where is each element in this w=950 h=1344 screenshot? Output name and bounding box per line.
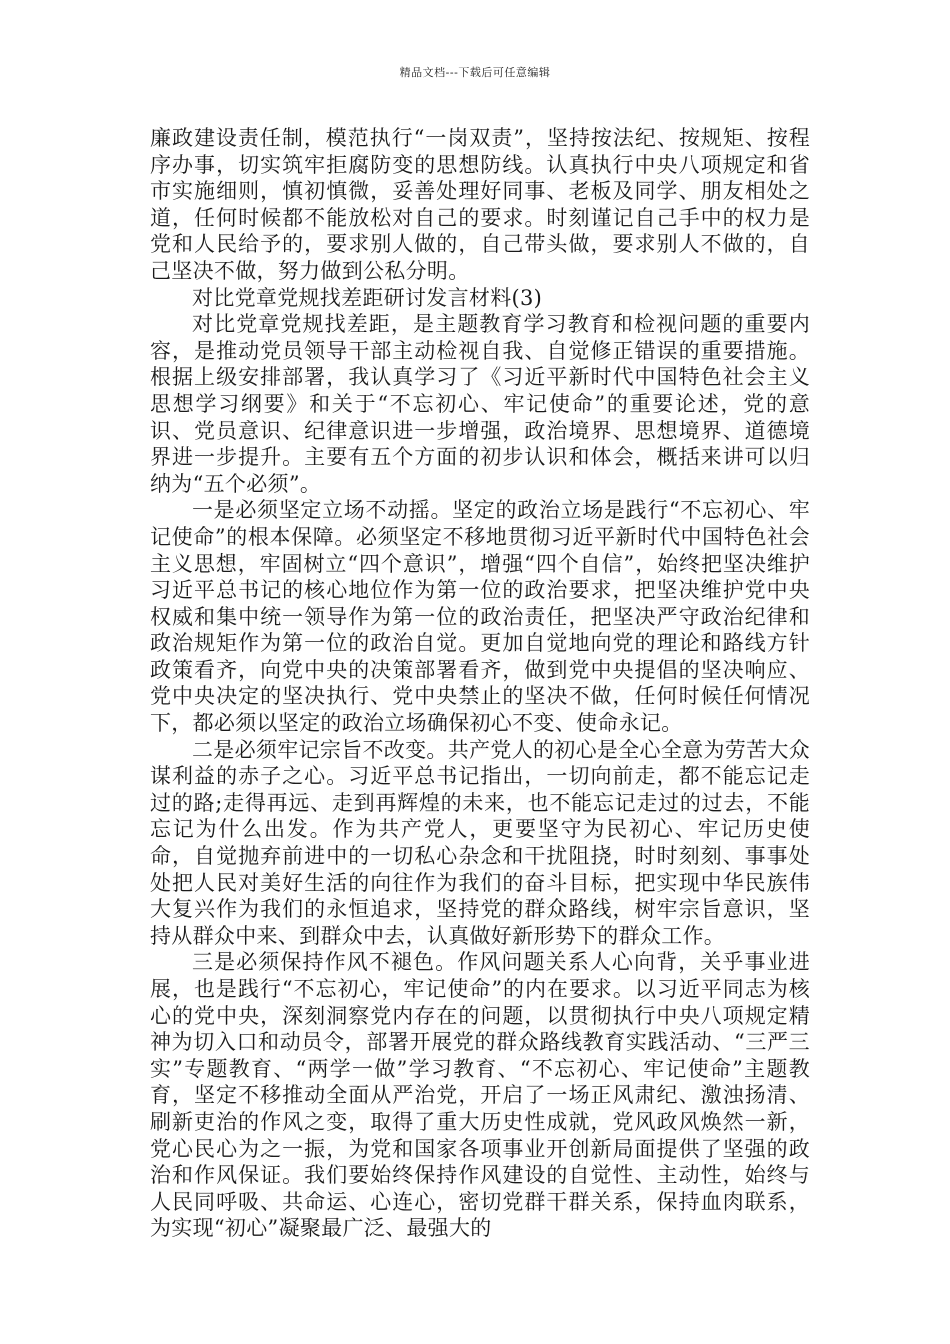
paragraph-intro: 对比党章党规找差距，是主题教育学习教育和检视问题的重要内容，是推动党员领导干部主动检视自我、自觉修正错误的重要措施。根据上级安排部署，我认真学习了《习近平新时代中国特色社会主义思想学习纲要》和关于“不忘初心、牢记使命”的重要论述，党的意识、党员意识、纪律意识进一步增强，政治境界、思想境界、道德境界进一步提升。主要有五个方面的初步认识和体会，概括来讲可以归纳为“五个必须”。 — [150, 312, 810, 496]
paragraph-continued: 廉政建设责任制，模范执行“一岗双责”，坚持按法纪、按规矩、按程序办事，切实筑牢拒腐防变的思想防线。认真执行中央八项规定和省市实施细则，慎初慎微，妥善处理好同事、老板及同学、朋友相处之道，任何时候都不能放松对自己的要求。时刻谨记自己手中的权力是党和人民给予的，要求别人做的，自己带头做，要求别人不做的，自己坚决不做，努力做到公私分明。 — [150, 126, 810, 283]
page-header: 精品文档---下载后可任意编辑 — [399, 66, 551, 79]
paragraph-point-1: 一是必须坚定立场不动摇。坚定的政治立场是践行“不忘初心、牢记使命”的根本保障。必须坚定不移地贯彻习近平新时代中国特色社会主义思想，牢固树立“四个意识”，增强“四个自信”，始终把坚决维护习近平总书记的核心地位作为第一位的政治要求，把坚决维护党中央权威和集中统一领导作为第一位的政治责任，把坚决严守政治纪律和政治规矩作为第一位的政治自觉。更加自觉地向党的理论和路线方针政策看齐，向党中央的决策部署看齐，做到党中央提倡的坚决响应、党中央决定的坚决执行、党中央禁止的坚决不做，任何时候任何情况下，都必须以坚定的政治立场确保初心不变、使命永记。 — [150, 498, 810, 736]
paragraph-point-3: 三是必须保持作风不褪色。作风问题关系人心向背，关乎事业进展，也是践行“不忘初心，牢记使命”的内在要求。以习近平同志为核心的党中央，深刻洞察党内存在的问题，以贯彻执行中央八项规定精神为切入口和动员令，部署开展党的群众路线教育实践活动、“三严三实”专题教育、“两学一做”学习教育、“不忘初心、牢记使命”主题教育，坚定不移推动全面从严治党，开启了一场正风肃纪、激浊扬清、刷新吏治的作风之变，取得了重大历史性成就，党风政风焕然一新，党心民心为之一振，为党和国家各项事业开创新局面提供了坚强的政治和作风保证。我们要始终保持作风建设的自觉性、主动性，始终与人民同呼吸、共命运、心连心，密切党群干群关系，保持血肉联系，为实现“初心”凝聚最广泛、最强大的 — [150, 950, 810, 1241]
document-body — [150, 125, 810, 1242]
paragraph-point-2: 二是必须牢记宗旨不改变。共产党人的初心是全心全意为劳苦大众谋利益的赤子之心。习近平总书记指出，一切向前走，都不能忘记走过的路;走得再远、走到再辉煌的未来，也不能忘记走过的过去，不能忘记为什么出发。作为共产党人，更要坚守为民初心、牢记历史使命，自觉抛弃前进中的一切私心杂念和干扰阻挠，时时刻刻、事事处处把人民对美好生活的向往作为我们的奋斗目标，把实现中华民族伟大复兴作为我们的永恒追求，坚持党的群众路线，树牢宗旨意识，坚持从群众中来、到群众中去，认真做好新形势下的群众工作。 — [150, 737, 810, 948]
section-title: 对比党章党规找差距研讨发言材料(3) — [192, 285, 543, 310]
